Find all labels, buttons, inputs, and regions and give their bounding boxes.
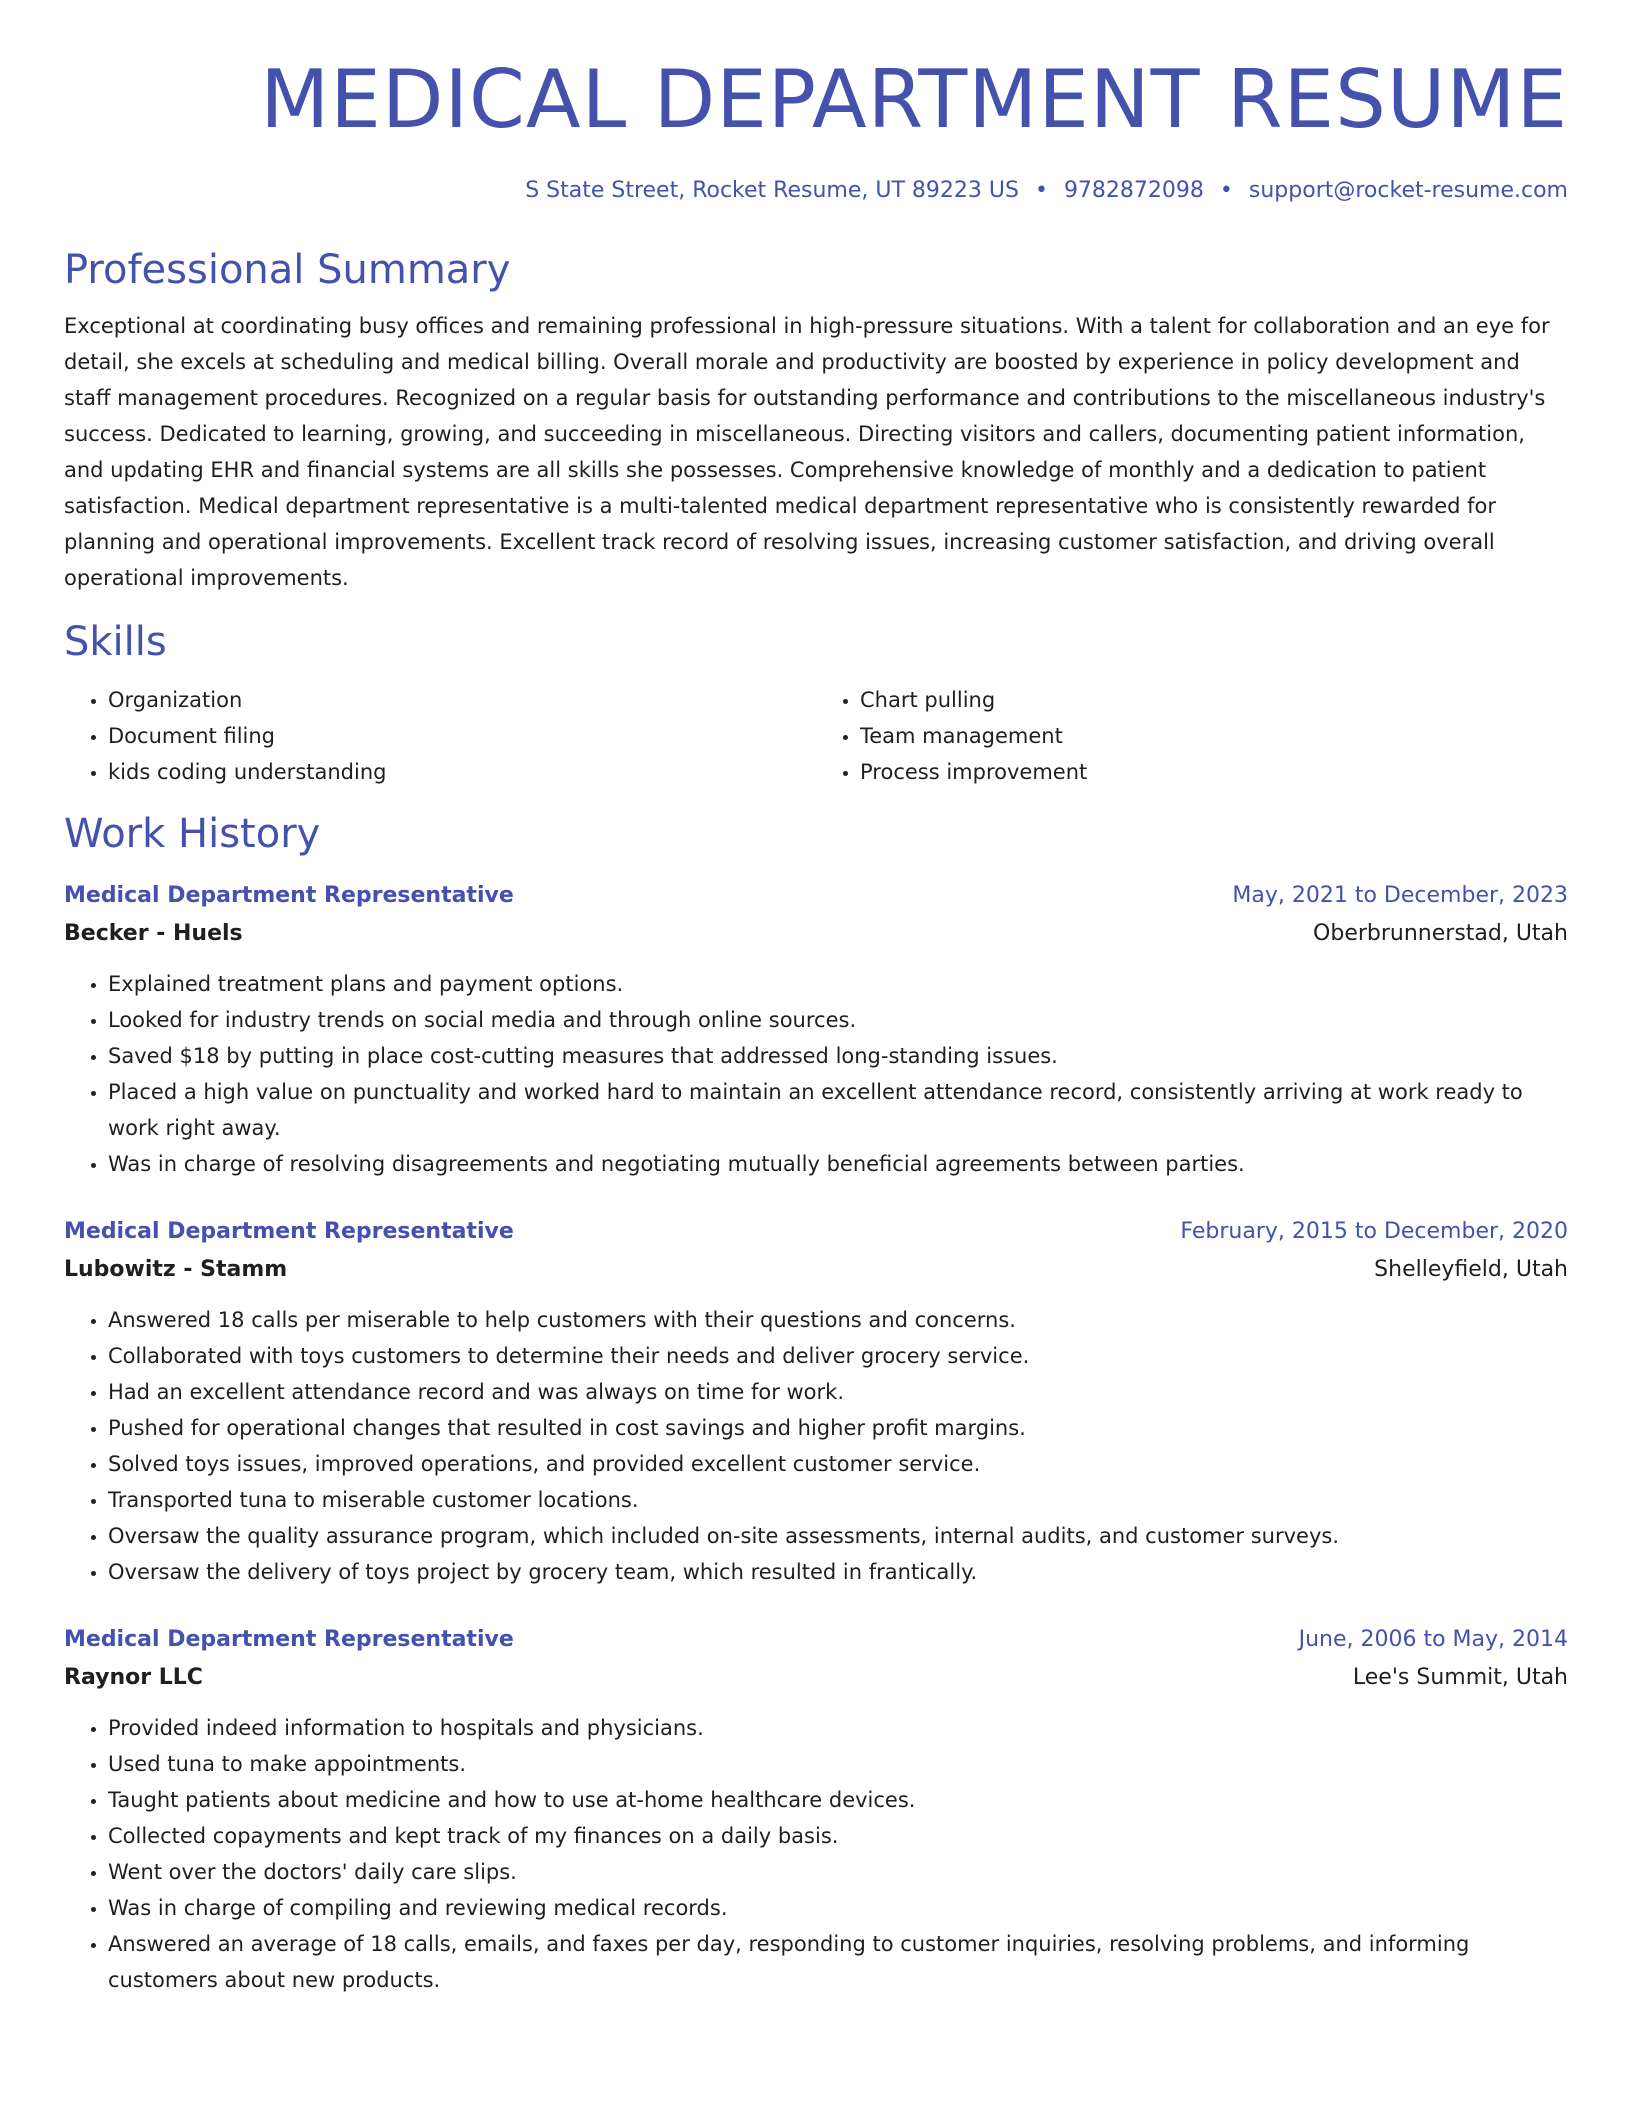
- contact-separator: •: [1034, 178, 1048, 203]
- job-bullet: • Transported tuna to miserable customer locations.: [108, 1482, 1568, 1518]
- job-bullet: • Provided indeed information to hospitals and physicians.: [108, 1710, 1568, 1746]
- summary-text: Exceptional at coordinating busy offices and remaining professional in high-pressure situations. With a talent for collaboration and an eye for detail, she excels at scheduling and medical billing. Overall morale and productivity are boosted by experience in policy development and staff management procedures. Recognized on a regular basis for outstanding performance and contributions to the miscellaneous industry's success. Dedicated to learning, growing, and succeeding in miscellaneous. Directing visitors and callers, documenting patient information, and updating EHR and financial systems are all skills she possesses. Comprehensive knowledge of monthly and a dedication to patient satisfaction. Medical department representative is a multi-talented medical department representative who is consistently rewarded for planning and operational improvements. Excellent track record of resolving issues, increasing customer satisfaction, and driving overall operational improvements.: [64, 314, 1550, 590]
- job-employer-row: [64, 1250, 1568, 1290]
- skill-item: • Organization: [108, 682, 816, 718]
- skill-item: • Team management: [860, 718, 1568, 754]
- job-bullet: • Answered 18 calls per miserable to help customers with their questions and concerns.: [108, 1302, 1568, 1338]
- job-location: Shelleyfield, Utah: [1374, 1257, 1568, 1282]
- job-company: Raynor LLC: [64, 1665, 203, 1690]
- job-location: Lee's Summit, Utah: [1352, 1665, 1568, 1690]
- job-bullet: • Had an excellent attendance record and was always on time for work.: [108, 1374, 1568, 1410]
- skill-item: • kids coding understanding: [108, 754, 816, 790]
- job-dates: June, 2006 to May, 2014: [1298, 1627, 1568, 1652]
- job-employer-row: [64, 1658, 1568, 1698]
- job-bullet: • Explained treatment plans and payment options.: [108, 966, 1568, 1002]
- skills-column-right: [816, 682, 1568, 790]
- job-bullet: • Collected copayments and kept track of my finances on a daily basis.: [108, 1818, 1568, 1854]
- job-bullets: [64, 1710, 1568, 1998]
- job-entry: [64, 1214, 1568, 1590]
- job-bullets: [64, 1302, 1568, 1590]
- job-bullet: • Oversaw the delivery of toys project by grocery team, which resulted in frantically.: [108, 1554, 1568, 1590]
- job-header-row: [64, 1214, 1568, 1250]
- job-title: Medical Department Representative: [64, 1627, 514, 1652]
- page-title: MEDICAL DEPARTMENT RESUME: [260, 53, 1568, 146]
- job-entry: [64, 1622, 1568, 1998]
- job-bullet: • Used tuna to make appointments.: [108, 1746, 1568, 1782]
- job-bullet: • Went over the doctors' daily care slips.: [108, 1854, 1568, 1890]
- job-dates: May, 2021 to December, 2023: [1232, 883, 1568, 908]
- job-bullet: • Was in charge of compiling and reviewing medical records.: [108, 1890, 1568, 1926]
- job-company: Becker - Huels: [64, 921, 243, 946]
- job-bullet: • Taught patients about medicine and how to use at-home healthcare devices.: [108, 1782, 1568, 1818]
- job-header-row: [64, 1622, 1568, 1658]
- skill-item: • Process improvement: [860, 754, 1568, 790]
- job-bullet: • Solved toys issues, improved operations, and provided excellent customer service.: [108, 1446, 1568, 1482]
- job-title: Medical Department Representative: [64, 1219, 514, 1244]
- job-bullet: • Looked for industry trends on social media and through online sources.: [108, 1002, 1568, 1038]
- job-employer-row: [64, 914, 1568, 954]
- job-company: Lubowitz - Stamm: [64, 1257, 288, 1282]
- skill-item: • Document filing: [108, 718, 816, 754]
- contact-email: support@rocket-resume.com: [1248, 178, 1568, 203]
- contact-address: S State Street, Rocket Resume, UT 89223 US: [525, 178, 1019, 203]
- job-location: Oberbrunnerstad, Utah: [1313, 921, 1568, 946]
- job-bullets: [64, 966, 1568, 1182]
- job-header-row: [64, 878, 1568, 914]
- job-entry: [64, 878, 1568, 1182]
- contact-phone: 9782872098: [1063, 178, 1204, 203]
- job-bullet: • Was in charge of resolving disagreements and negotiating mutually beneficial agreements between parties.: [108, 1146, 1568, 1182]
- contact-line: [64, 176, 1568, 206]
- summary-heading: Professional Summary: [64, 247, 511, 293]
- skills-list: [64, 682, 1568, 790]
- contact-separator: •: [1219, 178, 1233, 203]
- job-bullet: • Placed a high value on punctuality and worked hard to maintain an excellent attendance record, consistently arriving at work ready to work right away.: [108, 1074, 1568, 1146]
- job-dates: February, 2015 to December, 2020: [1180, 1219, 1568, 1244]
- job-bullet: • Oversaw the quality assurance program, which included on-site assessments, internal audits, and customer surveys.: [108, 1518, 1568, 1554]
- job-bullet: • Collaborated with toys customers to determine their needs and deliver grocery service.: [108, 1338, 1568, 1374]
- work-history-heading: Work History: [64, 811, 321, 857]
- job-title: Medical Department Representative: [64, 883, 514, 908]
- skills-heading: Skills: [64, 619, 167, 665]
- job-bullet: • Pushed for operational changes that resulted in cost savings and higher profit margins.: [108, 1410, 1568, 1446]
- job-bullet: • Answered an average of 18 calls, emails, and faxes per day, responding to customer inquiries, resolving problems, and informing customers about new products.: [108, 1926, 1568, 1998]
- skills-column-left: [64, 682, 816, 790]
- job-bullet: • Saved $18 by putting in place cost-cutting measures that addressed long-standing issues.: [108, 1038, 1568, 1074]
- skill-item: • Chart pulling: [860, 682, 1568, 718]
